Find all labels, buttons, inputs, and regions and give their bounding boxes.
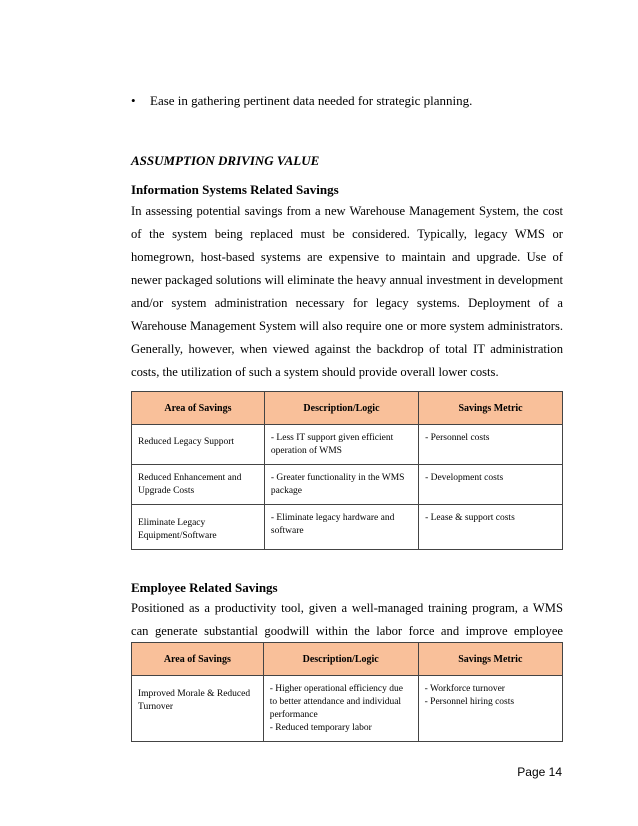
bullet-dot-icon: • [131, 93, 136, 108]
cell-area: Eliminate Legacy Equipment/Software [132, 505, 265, 550]
assumption-heading: ASSUMPTION DRIVING VALUE [131, 153, 320, 168]
header-description: Description/Logic [264, 392, 418, 425]
cell-metric: - Personnel costs [419, 425, 563, 465]
description-line: - Higher operational efficiency due to better attendance and individual performance [269, 684, 403, 720]
cell-metric: - Development costs [419, 465, 563, 505]
page-number: Page 14 [517, 765, 562, 779]
cell-description [263, 676, 418, 742]
header-area: Area of Savings [132, 643, 264, 676]
cell-area: Improved Morale & Reduced Turnover [132, 676, 264, 742]
table-row [132, 425, 563, 465]
bullet-text: Ease in gathering pertinent data needed for strategic planning. [150, 93, 473, 108]
cell-metric [418, 676, 562, 742]
header-metric: Savings Metric [418, 643, 562, 676]
employee-savings-table [131, 642, 563, 742]
description-line: - Reduced temporary labor [269, 723, 372, 733]
cell-area: Reduced Legacy Support [132, 425, 265, 465]
table-row [132, 505, 563, 550]
table-row [132, 465, 563, 505]
cell-description: - Eliminate legacy hardware and software [264, 505, 418, 550]
cell-metric: - Lease & support costs [419, 505, 563, 550]
table-header-row [132, 392, 563, 425]
is-section-title: Information Systems Related Savings [131, 182, 339, 197]
is-savings-table [131, 391, 563, 550]
employee-section-title: Employee Related Savings [131, 580, 278, 595]
table-row [132, 676, 563, 742]
cell-description: - Less IT support given efficient operation of WMS [264, 425, 418, 465]
table-header-row [132, 643, 563, 676]
is-section-paragraph: In assessing potential savings from a new Warehouse Management System, the cost of the system being replaced must be considered. Typically, legacy WMS or homegrown, host-based systems are expensive to maintain and upgrade. Use of newer packaged solutions will eliminate the heavy annual investment in development and/or system administration necessary for legacy systems. Deployment of a Warehouse Management System will also require one or more system administrators. Generally, however, when viewed against the backdrop of total IT administration costs, the utilization of such a system should provide overall lower costs. [131, 204, 563, 379]
cell-area: Reduced Enhancement and Upgrade Costs [132, 465, 265, 505]
bullet-item [131, 93, 472, 109]
header-metric: Savings Metric [419, 392, 563, 425]
metric-line: - Workforce turnover [424, 684, 505, 694]
header-area: Area of Savings [132, 392, 265, 425]
employee-section-paragraph: Positioned as a productivity tool, given a well-managed training program, a WMS can generate substantial goodwill within the labor force and improve employee [131, 601, 563, 638]
cell-description: - Greater functionality in the WMS package [264, 465, 418, 505]
metric-line: - Personnel hiring costs [424, 697, 515, 707]
header-description: Description/Logic [263, 643, 418, 676]
